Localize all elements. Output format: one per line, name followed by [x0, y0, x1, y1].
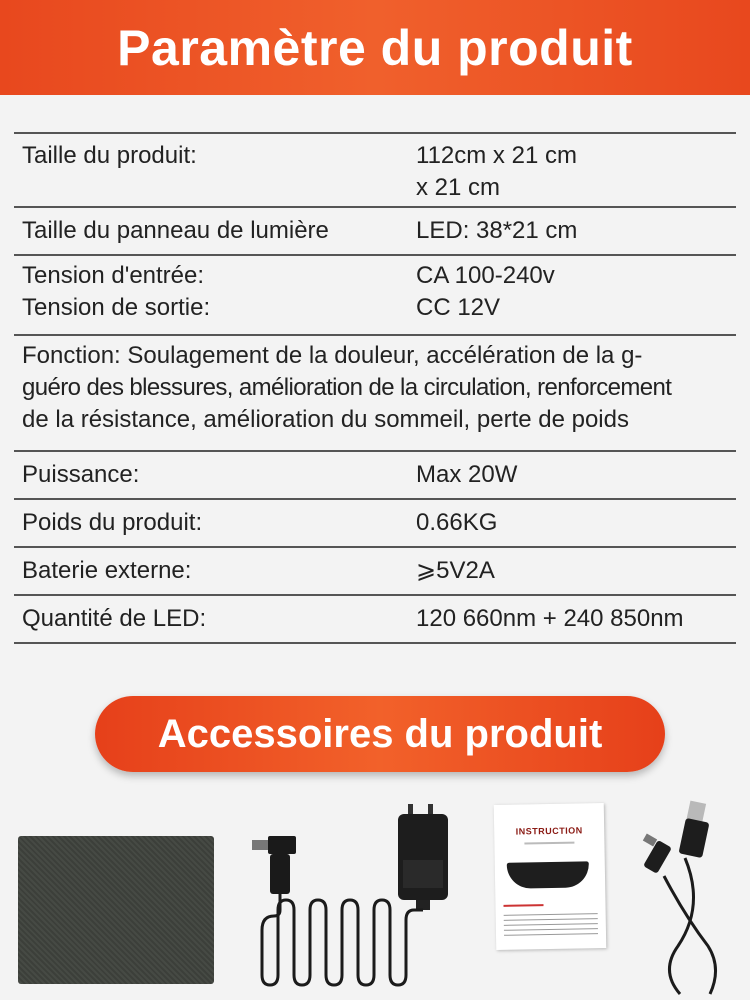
- spec-row-led: [14, 596, 736, 644]
- spec-label: [14, 260, 416, 334]
- spec-row-size: [14, 134, 736, 208]
- spec-value: 120 660nm + 240 850nm: [416, 605, 684, 632]
- spec-label: Puissance:: [22, 461, 140, 488]
- spec-label: Baterie externe:: [22, 557, 192, 584]
- manual-title: INSTRUCTION: [515, 825, 583, 837]
- function-line: guéro des blessures, amélioration de la circulation, renforcement: [22, 374, 672, 401]
- spec-row-battery: [14, 548, 736, 596]
- spec-value-line: 112cm x 21 cm: [416, 142, 577, 169]
- power-adapter-image: [240, 800, 455, 995]
- spec-value: 0.66KG: [416, 509, 498, 536]
- spec-row-weight: [14, 500, 736, 548]
- function-line: Fonction: Soulagement de la douleur, accélération de la g-: [22, 342, 643, 369]
- accessories-banner: [95, 696, 665, 772]
- spec-label: Quantité de LED:: [22, 605, 207, 632]
- spec-value: [416, 140, 736, 206]
- usb-cable-image: [630, 796, 740, 996]
- spec-label-line: Tension de sortie:: [22, 294, 211, 321]
- spec-label: Taille du produit:: [22, 142, 197, 169]
- instruction-manual-image: [494, 803, 607, 950]
- spec-row-voltage: [14, 256, 736, 336]
- spec-row-panel: [14, 208, 736, 256]
- spec-label: Poids du produit:: [22, 509, 203, 536]
- page-title: Paramètre du produit: [117, 19, 633, 76]
- light-pad-image: [18, 836, 214, 984]
- spec-value: LED: 38*21 cm: [416, 217, 578, 244]
- spec-value-line: CA 100-240v: [416, 262, 555, 289]
- spec-value-line: CC 12V: [416, 294, 501, 321]
- spec-row-function: [14, 336, 736, 452]
- spec-label: Taille du panneau de lumière: [22, 217, 329, 244]
- spec-value: [416, 260, 736, 334]
- header-banner: [0, 0, 750, 95]
- belt-illustration: [507, 861, 589, 888]
- function-line: de la résistance, amélioration du sommeil, perte de poids: [22, 406, 629, 433]
- spec-value: ⩾5V2A: [416, 557, 495, 584]
- spec-table: [14, 132, 736, 644]
- spec-value: Max 20W: [416, 461, 518, 488]
- spec-row-power: [14, 452, 736, 500]
- accessories-title: Accessoires du produit: [157, 711, 603, 756]
- spec-label-line: Tension d'entrée:: [22, 262, 205, 289]
- spec-value-line: x 21 cm: [416, 174, 501, 201]
